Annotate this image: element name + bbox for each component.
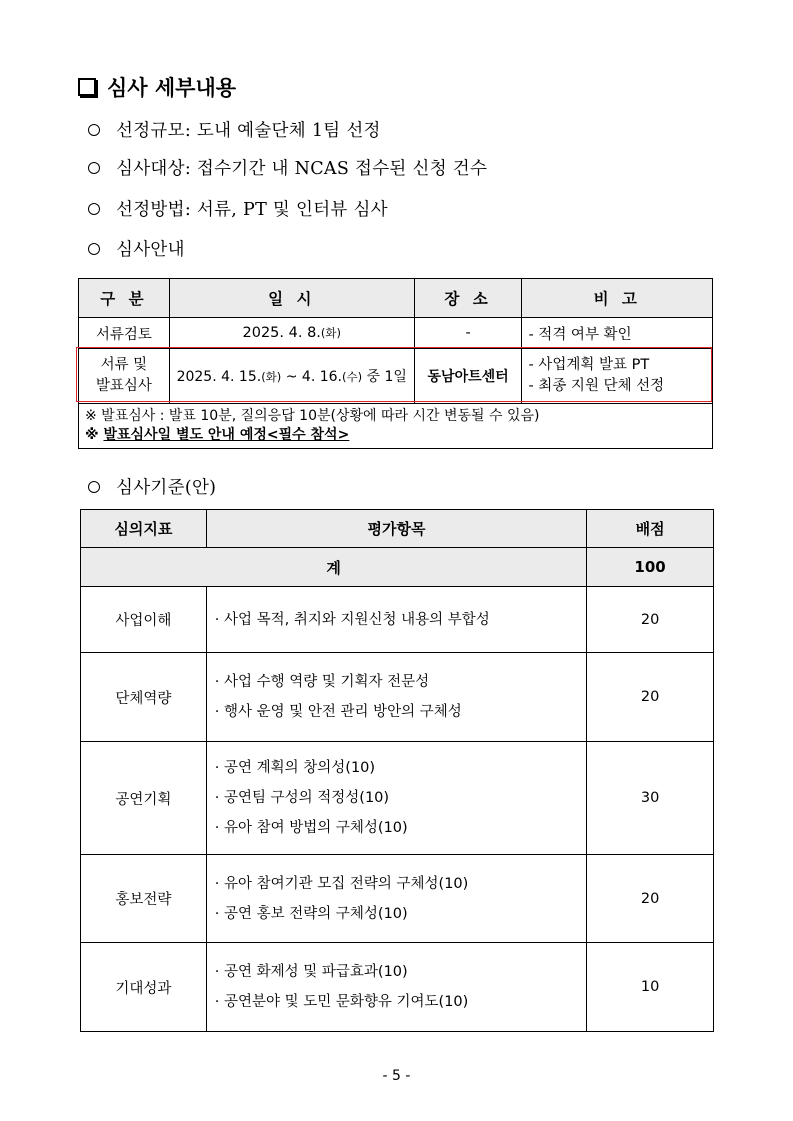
items-cell	[206, 855, 586, 943]
criteria-item: · 공연 화제성 및 파급효과(10)	[214, 964, 408, 980]
bullet-text: 심사기준(안)	[116, 478, 217, 498]
note-line: - 최종 지원 단체 선정	[528, 378, 665, 394]
header-category: 구 분	[79, 279, 170, 318]
items-cell	[206, 587, 586, 653]
header-datetime: 일 시	[169, 279, 414, 318]
bullet-item-method	[88, 196, 388, 221]
category-line: 서류 및	[100, 357, 148, 373]
day-text: (수)	[341, 370, 363, 384]
criteria-item: · 공연 계획의 창의성(10)	[214, 760, 376, 776]
place-cell: 동남아트센터	[414, 349, 522, 404]
header-indicator: 심의지표	[81, 510, 207, 548]
items-cell	[206, 742, 586, 855]
day-text: (화)	[320, 326, 341, 340]
indicator-cell: 단체역량	[81, 653, 207, 742]
indicator-cell: 홍보전략	[81, 855, 207, 943]
circle-bullet-icon	[88, 243, 100, 255]
date-cell	[169, 349, 414, 404]
bullet-text: 심사대상: 접수기간 내 NCAS 접수된 신청 건수	[116, 159, 488, 179]
schedule-table	[78, 278, 713, 449]
circle-bullet-icon	[88, 162, 100, 174]
table-row	[79, 318, 713, 349]
score-cell: 30	[587, 742, 714, 855]
footnote-presentation: ※ 발표심사 : 발표 10분, 질의응답 10분(상황에 따라 시간 변동될 수 있음)	[85, 408, 540, 424]
criteria-item: · 유아 참여기관 모집 전략의 구체성(10)	[214, 875, 469, 892]
note-cell	[522, 349, 713, 404]
criteria-item: · 공연분야 및 도민 문화향유 기여도(10)	[214, 994, 469, 1010]
criteria-item: · 사업 목적, 취지와 지원신청 내용의 부합성	[214, 611, 490, 628]
note-cell: - 적격 여부 확인	[522, 318, 713, 349]
indicator-cell: 공연기획	[81, 742, 207, 855]
table-row	[81, 653, 714, 742]
footnote-cell	[79, 404, 713, 449]
score-cell: 20	[587, 855, 714, 943]
total-label: 계	[81, 548, 587, 587]
bullet-item-target	[88, 155, 487, 180]
checkbox-square-icon	[78, 78, 96, 96]
items-cell	[206, 653, 586, 742]
total-row	[81, 548, 714, 587]
footnote-attendance: 발표심사일 별도 안내 예정<필수 참석>	[103, 427, 350, 443]
table-row-highlighted	[79, 349, 713, 404]
date-text: 2025. 4. 8.	[242, 325, 321, 341]
date-cell	[169, 318, 414, 349]
indicator-cell: 사업이해	[81, 587, 207, 653]
table-header-row	[79, 279, 713, 318]
bullet-item-guide	[88, 236, 185, 261]
table-row	[81, 943, 714, 1032]
category-cell: 서류검토	[79, 318, 170, 349]
circle-bullet-icon	[88, 203, 100, 215]
date-text: 중 1일	[362, 369, 407, 385]
reference-mark: ※	[85, 427, 104, 443]
header-score: 배점	[587, 510, 714, 548]
score-cell: 10	[587, 943, 714, 1032]
criteria-item: · 공연팀 구성의 적정성(10)	[214, 790, 390, 806]
table-row	[81, 742, 714, 855]
indicator-cell: 기대성과	[81, 943, 207, 1032]
score-cell: 20	[587, 587, 714, 653]
header-items: 평가항목	[206, 510, 586, 548]
section-title: 심사 세부내용	[107, 76, 237, 100]
header-note: 비 고	[522, 279, 713, 318]
table-header-row	[81, 510, 714, 548]
bullet-text: 선정방법: 서류, PT 및 인터뷰 심사	[116, 200, 388, 220]
criteria-table	[80, 509, 714, 1032]
day-text: (화)	[261, 370, 282, 384]
criteria-item: · 사업 수행 역량 및 기획자 전문성	[214, 674, 430, 690]
criteria-item: · 행사 운영 및 안전 관리 방안의 구체성	[214, 704, 462, 720]
section-heading	[78, 72, 236, 102]
category-cell	[79, 349, 170, 404]
circle-bullet-icon	[88, 124, 100, 136]
bullet-item-scale	[88, 117, 381, 142]
score-cell: 20	[587, 653, 714, 742]
date-text: ~ 4. 16.	[281, 369, 342, 385]
items-cell	[206, 943, 586, 1032]
bullet-item-criteria	[88, 474, 216, 499]
date-text: 2025. 4. 15.	[176, 369, 262, 385]
header-place: 장 소	[414, 279, 522, 318]
table-row	[81, 855, 714, 943]
bullet-text: 선정규모: 도내 예술단체 1팀 선정	[116, 121, 381, 141]
page-number: - 5 -	[382, 1068, 411, 1084]
circle-bullet-icon	[88, 481, 100, 493]
place-cell: -	[414, 318, 522, 349]
total-score: 100	[587, 548, 714, 587]
table-row	[81, 587, 714, 653]
category-line: 발표심사	[95, 378, 152, 394]
criteria-item: · 유아 참여 방법의 구체성(10)	[214, 820, 408, 836]
criteria-item: · 공연 홍보 전략의 구체성(10)	[214, 905, 408, 922]
note-line: - 사업계획 발표 PT	[528, 357, 650, 373]
bullet-text: 심사안내	[116, 240, 185, 260]
table-footnote-row	[79, 404, 713, 449]
